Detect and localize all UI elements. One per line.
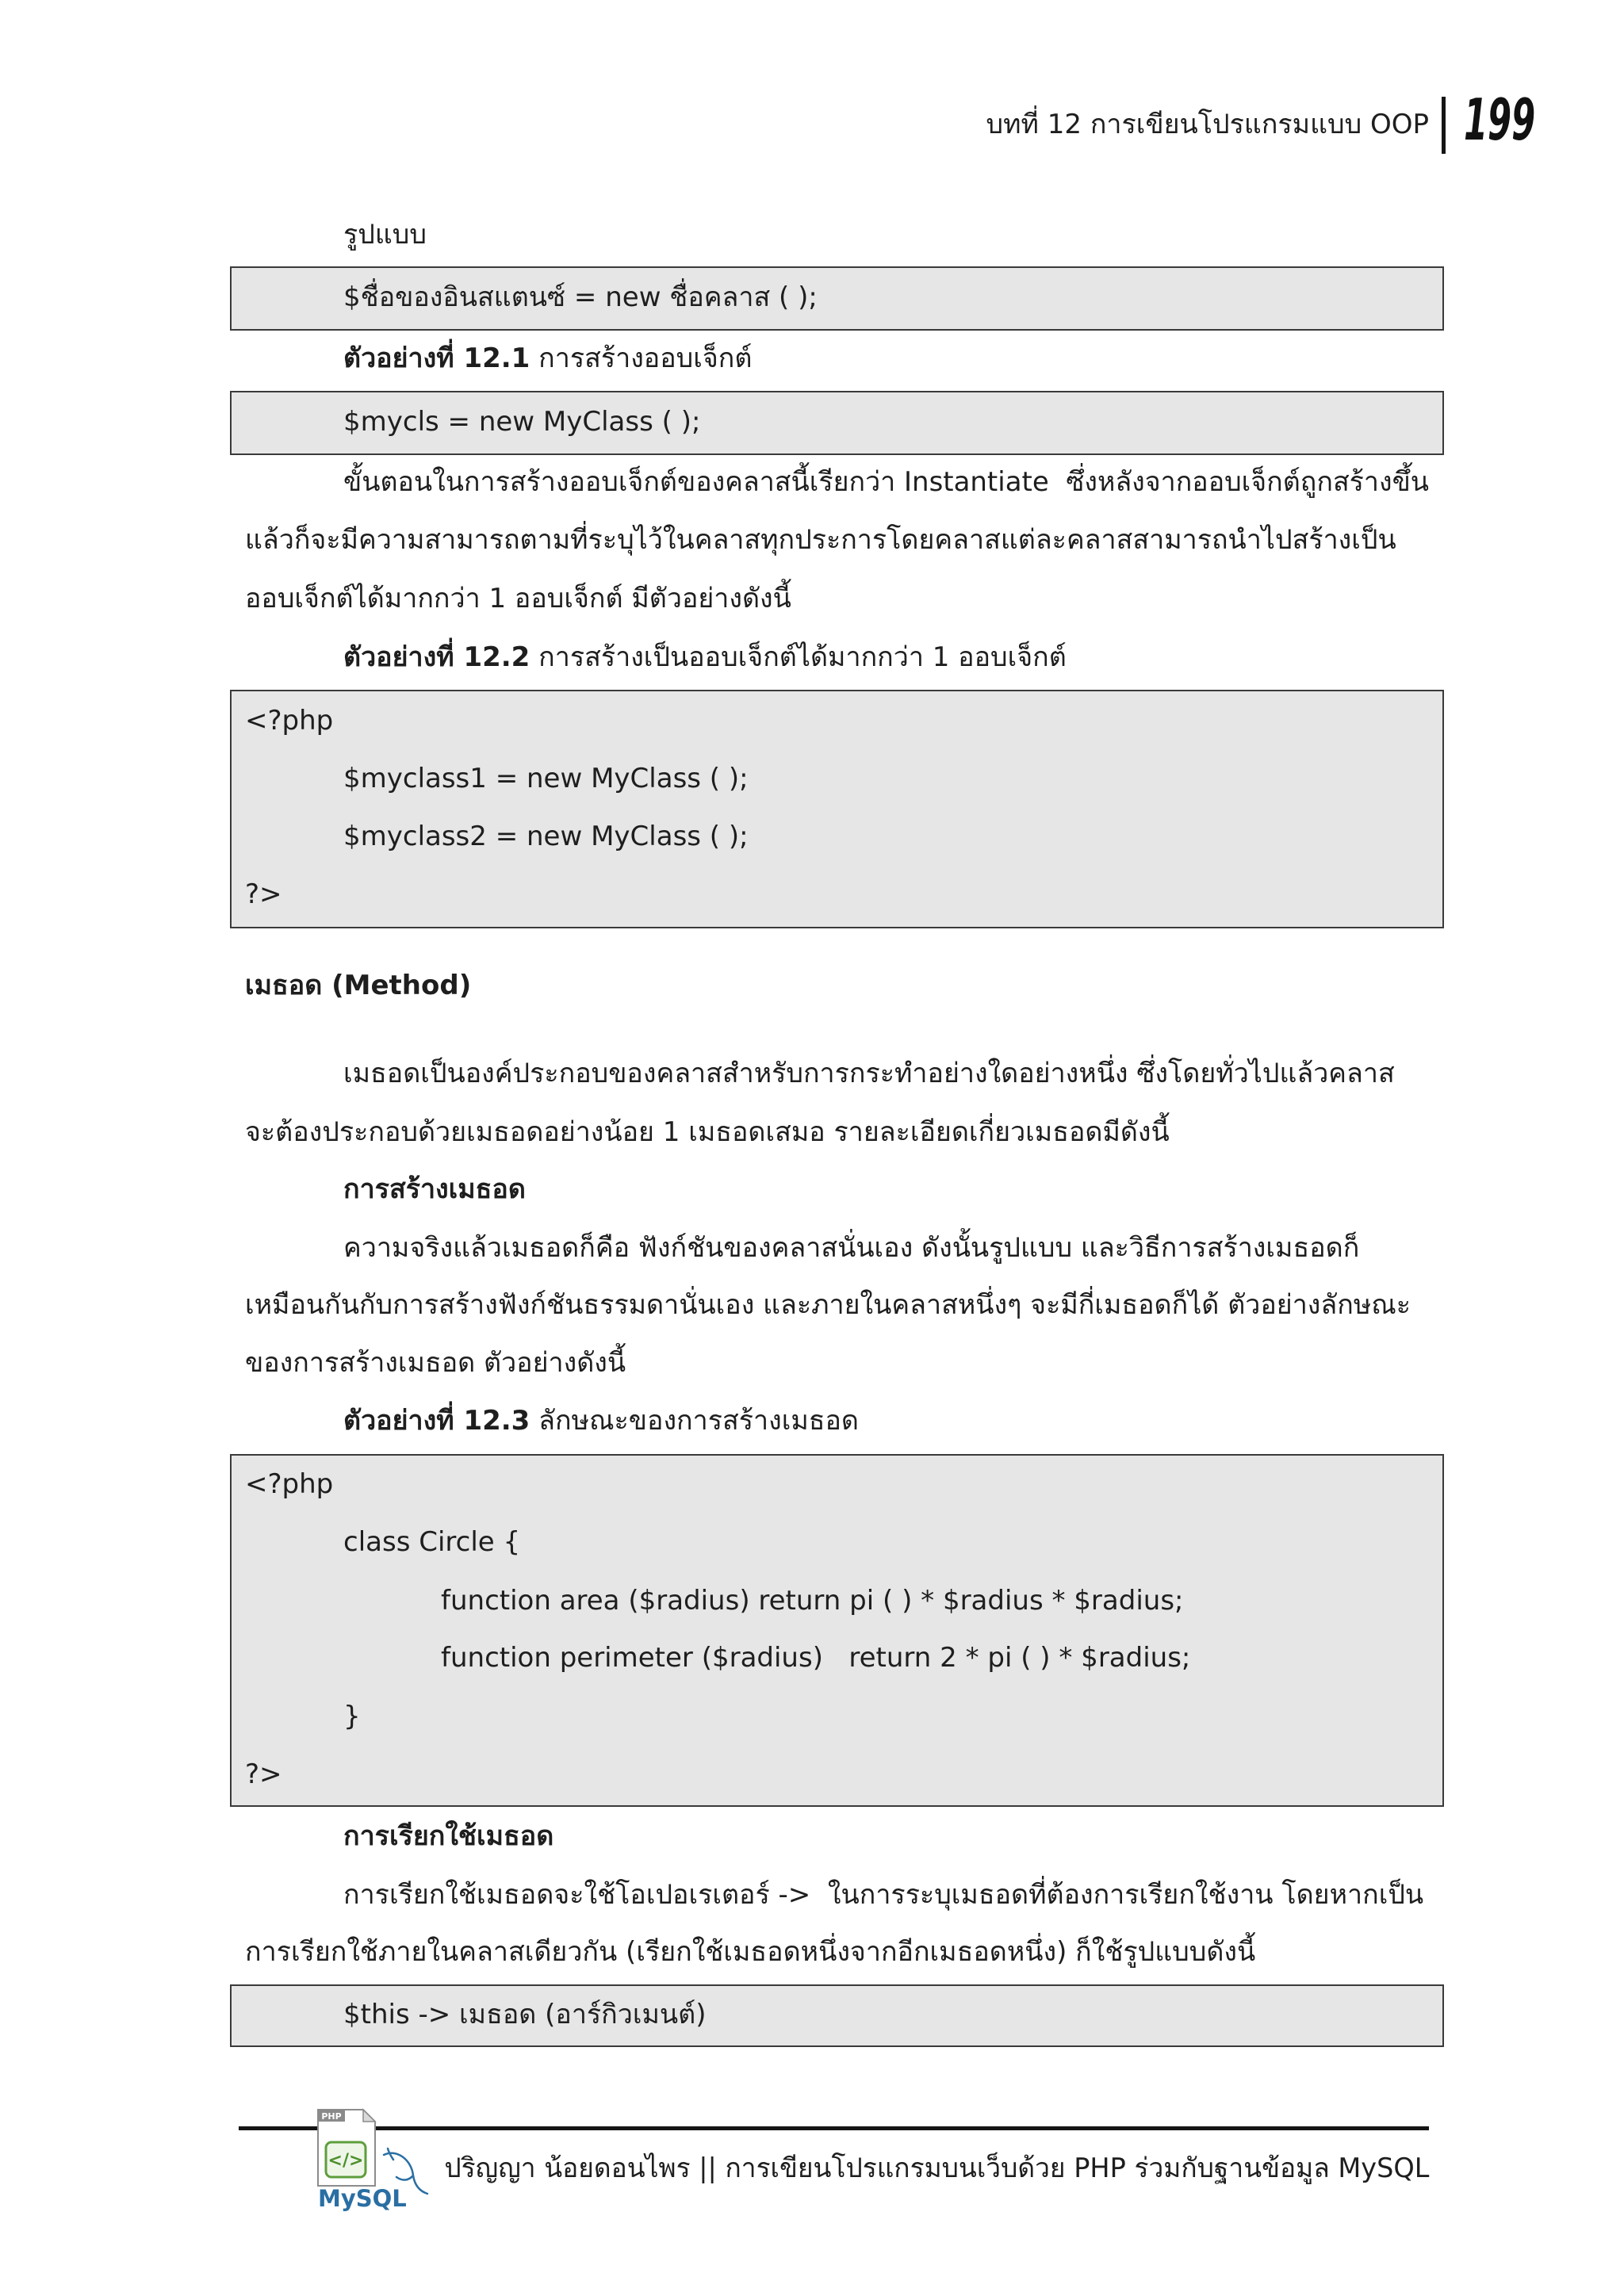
code-line: class Circle {	[343, 1526, 521, 1558]
php-mysql-logo	[311, 2103, 431, 2212]
code-line: $myclass1 = new MyClass ( );	[343, 763, 749, 794]
example-label: ตัวอย่างที่ 12.2	[343, 641, 530, 673]
subsection-heading: การเรียกใช้เมธอด	[343, 1820, 554, 1852]
file-fold	[363, 2110, 375, 2122]
chapter-title: บทที่ 12 การเขียนโปรแกรมแบบ OOP	[986, 109, 1429, 140]
code-line: $mycls = new MyClass ( );	[343, 406, 701, 438]
header-divider	[1442, 97, 1446, 154]
code-line: function perimeter ($radius) return 2 * pi ( ) * $radius;	[441, 1642, 1191, 1674]
paragraph-line: ออบเจ็กต์ได้มากกว่า 1 ออบเจ็กต์ มีตัวอย่างดังนี้	[245, 583, 791, 614]
code-line: <?php	[245, 1468, 334, 1500]
paragraph-line: เหมือนกันกับการสร้างฟังก์ชันธรรมดานั่นเอง และภายในคลาสหนึ่งๆ จะมีกี่เมธอดก็ได้ ตัวอย่างลักษณะ	[245, 1289, 1411, 1321]
example-caption	[343, 329, 752, 388]
code-line: ?>	[245, 878, 282, 910]
paragraph-line: ของการสร้างเมธอด ตัวอย่างดังนี้	[245, 1347, 626, 1379]
code-line: }	[343, 1701, 361, 1732]
example-caption-text: การสร้างออบเจ็กต์	[538, 342, 753, 374]
code-line: $myclass2 = new MyClass ( );	[343, 821, 749, 852]
paragraph-line: การเรียกใช้ภายในคลาสเดียวกัน (เรียกใช้เมธอดหนึ่งจากอีกเมธอดหนึ่ง) ก็ใช้รูปแบบดังนี้	[245, 1936, 1256, 1968]
syntax-line: $ชื่อของอินสแตนซ์ = new ชื่อคลาส ( );	[343, 281, 818, 313]
code-line: function area ($radius) return pi ( ) * $radius * $radius;	[441, 1585, 1184, 1617]
paragraph-line: ขั้นตอนในการสร้างออบเจ็กต์ของคลาสนี้เรียกว่า Instantiate ซึ่งหลังจากออบเจ็กต์ถูกสร้างขึ้น	[343, 466, 1430, 498]
paragraph-line: เมธอดเป็นองค์ประกอบของคลาสสำหรับการกระทำอย่างใดอย่างหนึ่ง ซึ่งโดยทั่วไปแล้วคลาส	[343, 1058, 1395, 1089]
example-caption-text: ลักษณะของการสร้างเมธอด	[538, 1405, 859, 1437]
paragraph-line: แล้วก็จะมีความสามารถตามที่ระบุไว้ในคลาสทุกประการโดยคลาสแต่ละคลาสสามารถนำไปสร้างเป็น	[245, 524, 1396, 556]
example-caption	[343, 1391, 859, 1450]
section-heading: เมธอด (Method)	[245, 970, 472, 1001]
example-caption-text: การสร้างเป็นออบเจ็กต์ได้มากกว่า 1 ออบเจ็กต์	[538, 641, 1067, 673]
syntax-line: $this -> เมธอด (อาร์กิวเมนต์)	[343, 1999, 707, 2030]
subsection-heading: การสร้างเมธอด	[343, 1173, 526, 1205]
example-label: ตัวอย่างที่ 12.3	[343, 1405, 530, 1437]
paragraph-line: จะต้องประกอบด้วยเมธอดอย่างน้อย 1 เมธอดเสมอ รายละเอียดเกี่ยวเมธอดมีดังนี้	[245, 1116, 1170, 1148]
code-line: ?>	[245, 1758, 282, 1790]
mysql-wordmark: MySQL	[318, 2185, 407, 2212]
format-label: รูปแบบ	[343, 219, 427, 251]
example-caption	[343, 628, 1067, 687]
example-label: ตัวอย่างที่ 12.1	[343, 342, 530, 374]
footer-credit: ปริญญา น้อยดอนไพร || การเขียนโปรแกรมบนเว็บด้วย PHP ร่วมกับฐานข้อมูล MySQL	[443, 2152, 1429, 2184]
code-line: <?php	[245, 705, 334, 737]
page-number: 199	[1464, 86, 1536, 153]
paragraph-line: การเรียกใช้เมธอดจะใช้โอเปอเรเตอร์ -> ในการระบุเมธอดที่ต้องการเรียกใช้งาน โดยหากเป็น	[343, 1879, 1424, 1911]
code-symbol-icon: </>	[327, 2151, 364, 2171]
php-tab-label: PHP	[321, 2111, 342, 2122]
paragraph-line: ความจริงแล้วเมธอดก็คือ ฟังก์ชันของคลาสนั่นเอง ดังนั้นรูปแบบ และวิธีการสร้างเมธอดก็	[343, 1232, 1360, 1264]
